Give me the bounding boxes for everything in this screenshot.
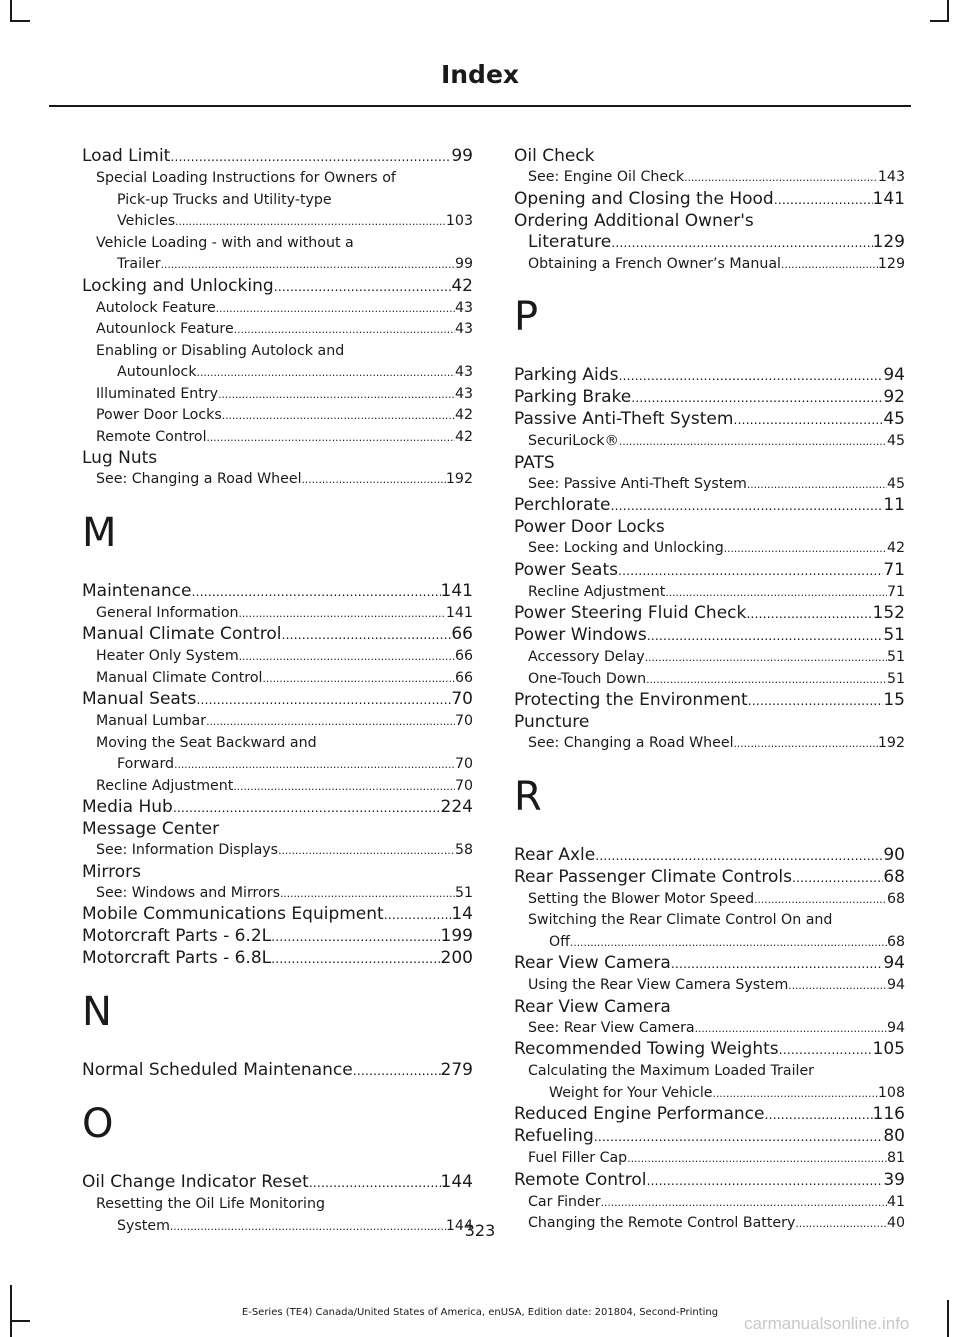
entry-page: 43 [454, 321, 473, 337]
entry-term: Manual Seats [82, 689, 197, 709]
entry-page: 141 [872, 188, 905, 209]
index-subentry-wrapped [514, 910, 905, 953]
dot-leader [647, 626, 884, 647]
index-entry [82, 405, 473, 427]
entry-term: Car Finder [528, 1193, 601, 1210]
index-entry [96, 254, 473, 276]
index-subentry-wrapped [82, 233, 473, 276]
dot-leader [788, 975, 887, 997]
entry-page: 42 [454, 428, 473, 445]
entry-term: Remote Control [514, 1169, 647, 1190]
entry-page: 94 [883, 365, 905, 385]
entry-term-line: Resetting the Oil Life Monitoring [96, 1196, 325, 1212]
dot-leader [174, 754, 455, 776]
dot-leader [207, 427, 455, 449]
dot-leader [645, 647, 887, 669]
dot-leader [665, 582, 887, 604]
index-entry [514, 1148, 905, 1170]
dot-leader [262, 668, 454, 690]
entry-term: Opening and Closing the Hood [514, 188, 774, 209]
index-entry [514, 1039, 905, 1061]
dot-leader [748, 691, 884, 712]
entry-page: 71 [883, 559, 905, 580]
dot-leader [619, 431, 887, 453]
index-entry [514, 254, 905, 276]
dot-leader [594, 1127, 884, 1148]
page-number: 323 [464, 1221, 496, 1240]
index-entry [514, 975, 905, 997]
entry-page: 105 [872, 1039, 905, 1059]
index-entry [82, 840, 473, 862]
entry-term: See: Windows and Mirrors [96, 884, 280, 901]
index-entry [82, 1172, 473, 1194]
footer-edition-info: E-Series (TE4) Canada/United States of America, enUSA, Edition date: 201804, Second-Printing [241, 1307, 719, 1318]
entry-term-line: Moving the Seat Backward and [96, 734, 317, 751]
dot-leader [239, 603, 446, 625]
entry-term: Power Door Locks [96, 407, 222, 423]
index-entry [82, 624, 473, 646]
dot-leader [278, 840, 455, 862]
index-entry [82, 319, 473, 341]
index-entry [96, 362, 473, 384]
entry-page: 70 [454, 713, 473, 729]
dot-leader [595, 846, 883, 867]
index-entry [82, 904, 473, 926]
entry-page: 116 [872, 1104, 905, 1124]
entry-page: 70 [454, 756, 473, 772]
entry-page: 141 [445, 604, 473, 621]
entry-term-line: Calculating the Maximum Loaded Trailer [528, 1063, 815, 1079]
index-entry [514, 538, 905, 560]
index-entry [82, 926, 473, 948]
dot-leader [234, 319, 455, 341]
entry-page: 103 [445, 213, 473, 229]
index-entry [82, 603, 473, 625]
entry-term: See: Changing a Road Wheel [528, 735, 734, 751]
dot-leader [684, 167, 878, 189]
dot-leader [631, 388, 883, 409]
index-entry [514, 1018, 905, 1040]
entry-page: 15 [883, 690, 905, 710]
entry-term: Literature [528, 231, 612, 252]
entry-page: 51 [886, 649, 905, 665]
entry-page: 192 [445, 471, 473, 487]
entry-page: 42 [886, 540, 905, 556]
dot-leader [196, 690, 451, 711]
entry-page: 66 [454, 648, 473, 664]
dot-leader [274, 277, 452, 298]
entry-term: Forward [117, 756, 175, 772]
entry-term: Power Seats [514, 559, 618, 580]
dot-leader [627, 1148, 887, 1170]
dot-leader [754, 889, 887, 911]
entry-page: 42 [451, 275, 473, 296]
dot-leader [309, 1173, 441, 1194]
dot-leader [161, 254, 455, 276]
entry-page: 94 [886, 1019, 905, 1036]
index-entry [514, 953, 905, 975]
index-entry [514, 431, 905, 453]
section-letter: O [82, 1101, 114, 1147]
index-entry [514, 733, 905, 755]
index-entry [514, 167, 905, 189]
dot-leader [173, 798, 441, 819]
section-letter: R [514, 773, 542, 820]
entry-term: Parking Brake [514, 387, 632, 407]
index-entry [82, 427, 473, 449]
index-entry-wrapped [514, 211, 905, 254]
dot-leader [779, 1040, 873, 1061]
entry-page: 129 [877, 255, 905, 272]
index-entry [82, 581, 473, 603]
entry-page: 68 [883, 866, 905, 887]
entry-term-line: Switching the Rear Climate Control On and [528, 912, 833, 928]
section-letter: M [82, 509, 117, 556]
entry-term: Locking and Unlocking [82, 275, 274, 296]
section-letter: N [82, 989, 112, 1035]
dot-leader [281, 625, 451, 646]
entry-term: Recommended Towing Weights [514, 1039, 779, 1059]
index-entry [82, 1060, 473, 1082]
index-entry [82, 146, 473, 168]
index-entry [82, 646, 473, 668]
entry-term: Motorcraft Parts - 6.8L [82, 948, 272, 968]
entry-term: Motorcraft Parts - 6.2L [82, 926, 272, 946]
dot-leader [271, 927, 440, 948]
entry-term-line: Enabling or Disabling Autolock and [96, 342, 345, 359]
entry-term: Manual Climate Control [82, 624, 282, 644]
entry-page: 42 [454, 407, 473, 423]
dot-leader [601, 1192, 887, 1214]
entry-term: Recline Adjustment [528, 583, 666, 600]
entry-term: Load Limit [82, 146, 171, 166]
entry-page: 71 [886, 583, 905, 600]
entry-page: 199 [440, 926, 473, 946]
entry-page: 58 [454, 842, 473, 858]
dot-leader [353, 1061, 441, 1082]
entry-term: Rear Passenger Climate Controls [514, 866, 792, 887]
entry-page: 143 [877, 169, 905, 185]
index-heading: PATS [514, 452, 555, 473]
dot-leader [570, 932, 887, 954]
entry-page: 14 [451, 904, 473, 924]
entry-term: Reduced Engine Performance [514, 1104, 765, 1124]
index-entry [514, 232, 905, 254]
entry-page: 279 [440, 1060, 473, 1080]
entry-page: 90 [883, 844, 905, 865]
entry-page: 45 [883, 409, 905, 429]
index-entry [82, 776, 473, 798]
index-subentry-wrapped [514, 1061, 905, 1104]
dot-leader [746, 604, 872, 625]
entry-page: 51 [886, 670, 905, 687]
index-entry [514, 1104, 905, 1126]
entry-term: Passive Anti-Theft System [514, 409, 734, 429]
entry-term: Off [549, 933, 570, 950]
entry-term: Protecting the Environment [514, 690, 748, 710]
index-column-left [82, 146, 473, 1237]
entry-page: 129 [872, 231, 905, 252]
dot-leader [646, 1171, 883, 1192]
index-heading: Rear View Camera [514, 996, 671, 1017]
entry-page: 144 [440, 1172, 473, 1192]
entry-term: Refueling [514, 1126, 594, 1146]
index-entry [82, 668, 473, 690]
index-entry [514, 560, 905, 582]
entry-page: 66 [451, 624, 473, 644]
entry-page: 45 [886, 475, 905, 492]
index-heading: Lug Nuts [82, 448, 158, 468]
dot-leader [611, 496, 884, 517]
entry-term-line: Pick-up Trucks and Utility-type [117, 191, 332, 208]
entry-term: Trailer [117, 256, 161, 272]
index-heading: Oil Check [514, 146, 595, 166]
dot-leader [302, 469, 446, 491]
dot-leader [671, 954, 884, 975]
index-entry [82, 689, 473, 711]
index-heading: Mirrors [82, 861, 141, 882]
entry-page: 152 [872, 603, 905, 623]
index-entry [82, 883, 473, 905]
dot-leader [222, 405, 455, 427]
dot-leader [280, 883, 455, 905]
header-divider [49, 105, 911, 107]
crop-mark [947, 0, 949, 20]
page-title: Index [440, 60, 520, 89]
entry-page: 141 [440, 580, 473, 601]
entry-term: Vehicles [117, 213, 176, 229]
entry-term: Recline Adjustment [96, 777, 234, 794]
dot-leader [747, 474, 887, 496]
entry-term: Power Windows [514, 625, 647, 645]
crop-mark [930, 20, 949, 22]
entry-term: Setting the Blower Motor Speed [528, 890, 755, 907]
entry-term: Autounlock [117, 364, 197, 380]
entry-term: See: Passive Anti-Theft System [528, 475, 747, 492]
entry-page: 70 [451, 689, 473, 709]
dot-leader [774, 190, 873, 211]
entry-term-line: Special Loading Instructions for Owners of [96, 170, 396, 186]
entry-term: Normal Scheduled Maintenance [82, 1060, 353, 1080]
entry-page: 94 [883, 953, 905, 973]
index-entry [528, 1083, 905, 1105]
entry-page: 41 [886, 1193, 905, 1210]
index-entry [514, 647, 905, 669]
entry-term: Oil Change Indicator Reset [82, 1172, 309, 1192]
entry-term: See: Locking and Unlocking [528, 540, 724, 556]
index-entry [514, 889, 905, 911]
entry-term: See: Engine Oil Check [528, 169, 685, 185]
entry-page: 200 [440, 948, 473, 968]
entry-term: Autolock Feature [96, 299, 216, 316]
entry-page: 43 [454, 385, 473, 402]
index-heading: Power Door Locks [514, 517, 665, 537]
index-entry [514, 409, 905, 431]
entry-page: 68 [886, 890, 905, 907]
dot-leader [733, 410, 883, 431]
entry-page: 39 [883, 1169, 905, 1190]
dot-leader [170, 147, 451, 168]
index-entry [96, 211, 473, 233]
entry-term: Weight for Your Vehicle [549, 1084, 713, 1101]
entry-term: Manual Climate Control [96, 669, 263, 686]
index-entry [514, 495, 905, 517]
entry-term: Parking Aids [514, 365, 619, 385]
dot-leader [216, 298, 455, 320]
entry-page: 81 [886, 1150, 905, 1166]
entry-term: Maintenance [82, 580, 192, 601]
index-entry [514, 474, 905, 496]
entry-page: 94 [886, 977, 905, 993]
dot-leader [713, 1083, 878, 1105]
dot-leader [792, 868, 883, 889]
entry-page: 66 [454, 669, 473, 686]
entry-page: 43 [454, 364, 473, 380]
index-entry [514, 625, 905, 647]
index-heading: Message Center [82, 819, 220, 839]
entry-term: General Information [96, 604, 239, 621]
dot-leader [646, 669, 887, 691]
dot-leader [611, 233, 872, 254]
index-entry [514, 1192, 905, 1214]
index-entry [82, 469, 473, 491]
index-entry [528, 932, 905, 954]
dot-leader [175, 211, 446, 233]
dot-leader [764, 1105, 872, 1126]
entry-term: Rear View Camera [514, 953, 671, 973]
dot-leader [206, 711, 455, 733]
index-entry [514, 1170, 905, 1192]
entry-term: Fuel Filler Cap [528, 1150, 628, 1166]
entry-page: 51 [454, 884, 473, 901]
entry-term: System [117, 1217, 170, 1234]
index-entry [82, 276, 473, 298]
index-entry [514, 189, 905, 211]
entry-term: Rear Axle [514, 844, 596, 865]
entry-term: Obtaining a French Owner’s Manual [528, 255, 781, 272]
entry-term: Using the Rear View Camera System [528, 977, 789, 993]
entry-term: Illuminated Entry [96, 385, 219, 402]
dot-leader [781, 254, 878, 276]
index-entry [514, 669, 905, 691]
index-entry [82, 948, 473, 970]
entry-term: Mobile Communications Equipment [82, 904, 384, 924]
index-entry [82, 711, 473, 733]
section-letter: P [514, 294, 539, 340]
index-heading: Puncture [514, 712, 590, 732]
entry-page: 144 [445, 1217, 473, 1234]
entry-page: 40 [886, 1215, 905, 1231]
entry-page: 68 [886, 933, 905, 950]
index-entry [82, 797, 473, 819]
dot-leader [233, 776, 455, 798]
crop-mark [10, 1320, 30, 1322]
index-subentry-wrapped [82, 168, 473, 233]
entry-page: 80 [883, 1126, 905, 1146]
entry-term: Accessory Delay [528, 649, 645, 665]
crop-mark [947, 1300, 949, 1337]
entry-page: 192 [877, 735, 905, 751]
entry-term: Remote Control [96, 428, 207, 445]
dot-leader [618, 561, 883, 582]
entry-term: See: Rear View Camera [528, 1019, 695, 1036]
entry-term: Heater Only System [96, 648, 239, 664]
dot-leader [218, 384, 455, 406]
dot-leader [197, 362, 455, 384]
entry-page: 51 [883, 625, 905, 645]
entry-page: 43 [454, 299, 473, 316]
index-entry [96, 754, 473, 776]
entry-term: SecuriLock® [528, 433, 619, 449]
crop-mark [10, 0, 12, 20]
index-entry [514, 1126, 905, 1148]
dot-leader [695, 1018, 887, 1040]
index-subentry-wrapped [82, 733, 473, 776]
entry-term: Perchlorate [514, 495, 611, 515]
dot-leader [239, 646, 455, 668]
index-entry [82, 384, 473, 406]
crop-mark [10, 20, 30, 22]
index-entry [514, 603, 905, 625]
entry-term-line: Ordering Additional Owner's [514, 210, 754, 231]
index-entry [514, 582, 905, 604]
index-subentry-wrapped [82, 341, 473, 384]
dot-leader [724, 538, 887, 560]
entry-page: 224 [440, 797, 473, 817]
index-entry [514, 387, 905, 409]
entry-term-line: Vehicle Loading - with and without a [96, 234, 354, 251]
entry-page: 11 [883, 495, 905, 515]
watermark: carmanualsonline.info [744, 1314, 910, 1333]
entry-page: 99 [451, 146, 473, 166]
dot-leader [384, 905, 452, 926]
dot-leader [191, 582, 440, 603]
entry-term: See: Changing a Road Wheel [96, 471, 302, 487]
entry-term: One-Touch Down [528, 670, 647, 687]
entry-page: 108 [877, 1084, 905, 1101]
entry-page: 45 [886, 433, 905, 449]
entry-term: Changing the Remote Control Battery [528, 1215, 796, 1231]
index-entry [514, 690, 905, 712]
index-entry [514, 867, 905, 889]
entry-term: Power Steering Fluid Check [514, 603, 747, 623]
entry-page: 99 [454, 256, 473, 272]
entry-term: See: Information Displays [96, 842, 279, 858]
index-entry [514, 365, 905, 387]
index-entry [514, 845, 905, 867]
entry-page: 92 [883, 387, 905, 407]
dot-leader [271, 949, 440, 970]
index-column-right [514, 146, 905, 1235]
entry-term: Media Hub [82, 797, 173, 817]
entry-term: Autounlock Feature [96, 321, 234, 337]
entry-term: Manual Lumbar [96, 713, 207, 729]
dot-leader [618, 366, 883, 387]
index-entry [82, 298, 473, 320]
entry-page: 70 [454, 777, 473, 794]
dot-leader [734, 733, 878, 755]
